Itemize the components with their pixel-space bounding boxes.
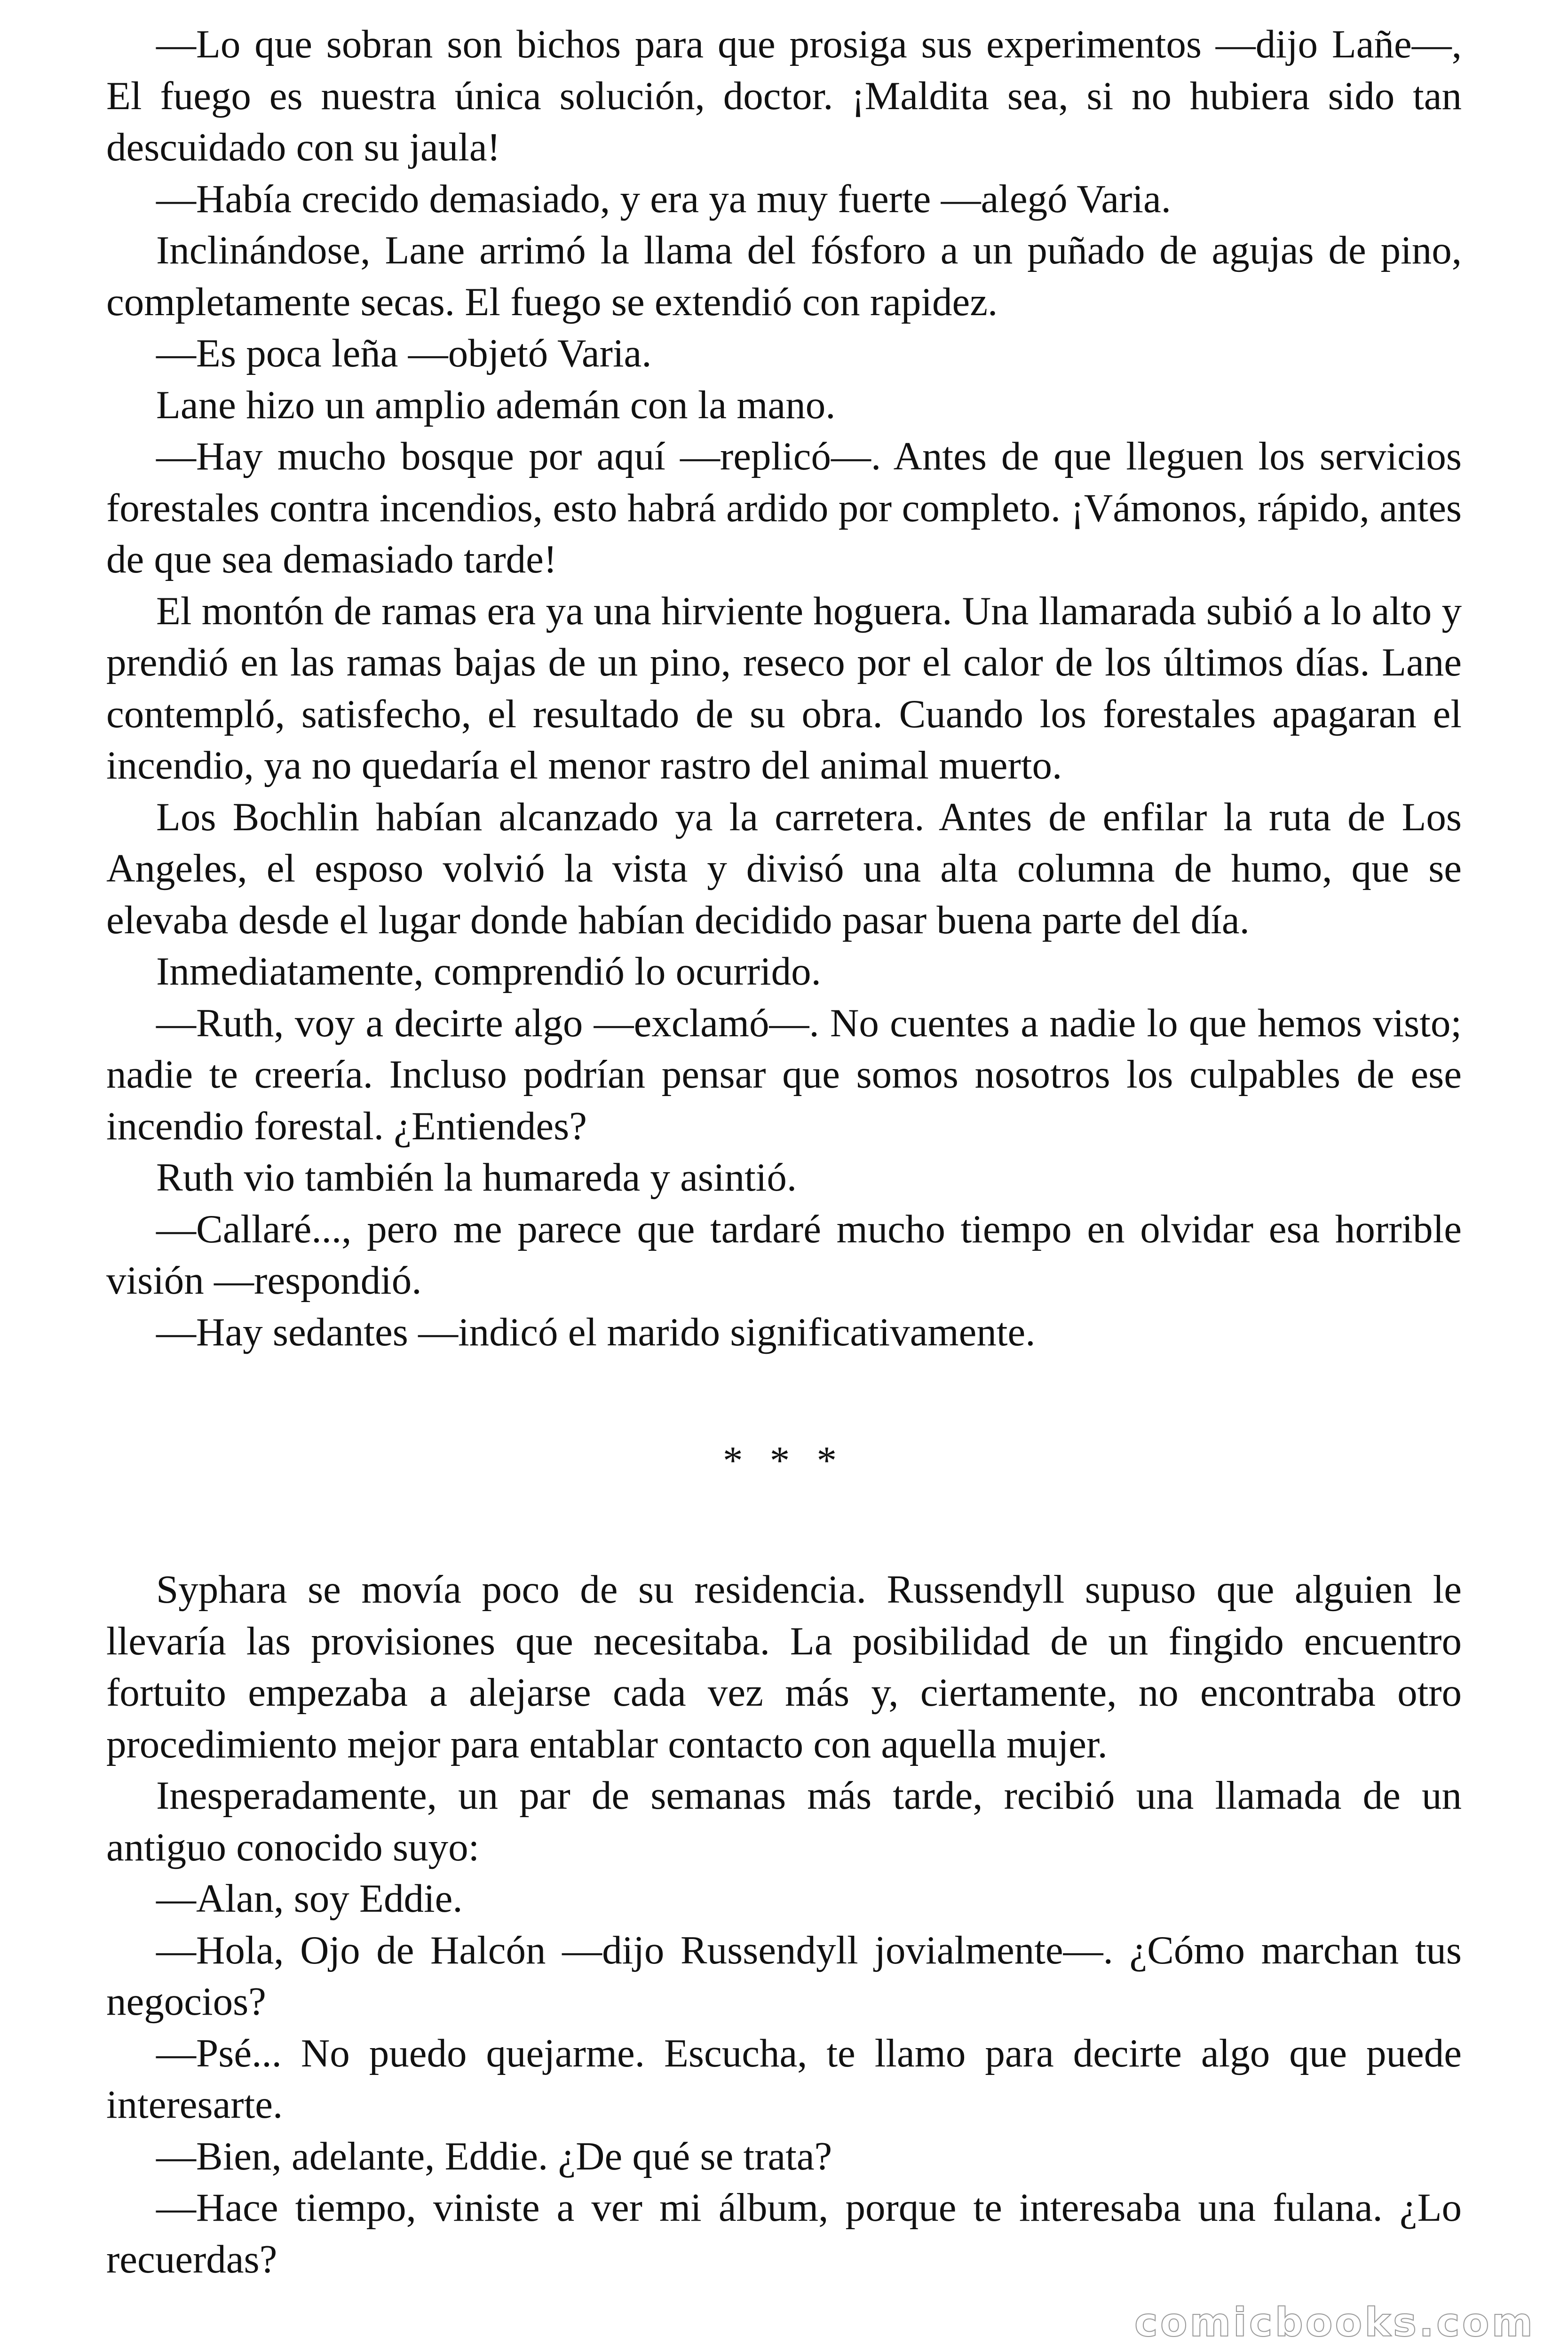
paragraph: —Callaré..., pero me parece que tardaré mucho tiempo en olvidar esa horrible visión —respondió.	[106, 1207, 1462, 1303]
paragraph: —Hay mucho bosque por aquí —replicó—. Antes de que lleguen los servicios forestales contra incendios, esto habrá ardido por completo. ¡Vámonos, rápido, antes de que sea demasiado tarde!	[106, 434, 1462, 581]
paragraph: —Hace tiempo, viniste a ver mi álbum, porque te interesaba una fulana. ¿Lo recuerdas?	[106, 2185, 1462, 2281]
watermark: comicbooks.com	[1134, 2299, 1535, 2345]
section-separator: * * *	[723, 1438, 845, 1483]
paragraph: —Es poca leña —objetó Varia.	[156, 331, 652, 375]
paragraph: —Bien, adelante, Eddie. ¿De qué se trata?	[156, 2134, 832, 2178]
paragraph: —Había crecido demasiado, y era ya muy fuerte —alegó Varia.	[156, 176, 1171, 221]
paragraph: Inmediatamente, comprendió lo ocurrido.	[156, 949, 821, 993]
paragraph: Ruth vio también la humareda y asintió.	[156, 1155, 797, 1200]
paragraph: El montón de ramas era ya una hirviente hoguera. Una llamarada subió a lo alto y prendió en las ramas bajas de un pino, reseco por el calor de los últimos días. Lane contempló, satisfecho, el resultado de su obra. Cuando los forestales apagaran el incendio, ya no quedaría el menor rastro del animal muerto.	[106, 588, 1462, 787]
paragraph: —Ruth, voy a decirte algo —exclamó—. No cuentes a nadie lo que hemos visto; nadie te creería. Incluso podrían pensar que somos nosotros los culpables de ese incendio forestal. ¿Entiendes?	[106, 1001, 1462, 1148]
paragraph: —Hay sedantes —indicó el marido significativamente.	[156, 1310, 1036, 1354]
paragraph: —Psé... No puedo quejarme. Escucha, te llamo para decirte algo que puede interesarte.	[106, 2031, 1462, 2127]
paragraph: —Lo que sobran son bichos para que prosiga sus experimentos —dijo Lañe—, El fuego es nuestra única solución, doctor. ¡Maldita sea, si no hubiera sido tan descuidado con su jaula!	[106, 22, 1462, 169]
paragraph: Los Bochlin habían alcanzado ya la carretera. Antes de enfilar la ruta de Los Angeles, el esposo volvió la vista y divisó una alta columna de humo, que se elevaba desde el lugar donde habían decidido pasar buena parte del día.	[106, 795, 1462, 942]
paragraph: Lane hizo un amplio ademán con la mano.	[156, 382, 836, 427]
paragraph: Syphara se movía poco de su residencia. Russendyll supuso que alguien le llevaría las provisiones que necesitaba. La posibilidad de un fingido encuentro fortuito empezaba a alejarse cada vez más y, ciertamente, no encontraba otro procedimiento mejor para entablar contacto con aquella mujer.	[106, 1567, 1462, 1766]
book-page	[106, 19, 1462, 2285]
paragraph: Inesperadamente, un par de semanas más tarde, recibió una llamada de un antiguo conocido suyo:	[106, 1773, 1462, 1869]
paragraph: —Alan, soy Eddie.	[156, 1876, 463, 1921]
paragraph: —Hola, Ojo de Halcón —dijo Russendyll jovialmente—. ¿Cómo marchan tus negocios?	[106, 1928, 1462, 2024]
paragraph: Inclinándose, Lane arrimó la llama del fósforo a un puñado de agujas de pino, completamente secas. El fuego se extendió con rapidez.	[106, 228, 1462, 324]
